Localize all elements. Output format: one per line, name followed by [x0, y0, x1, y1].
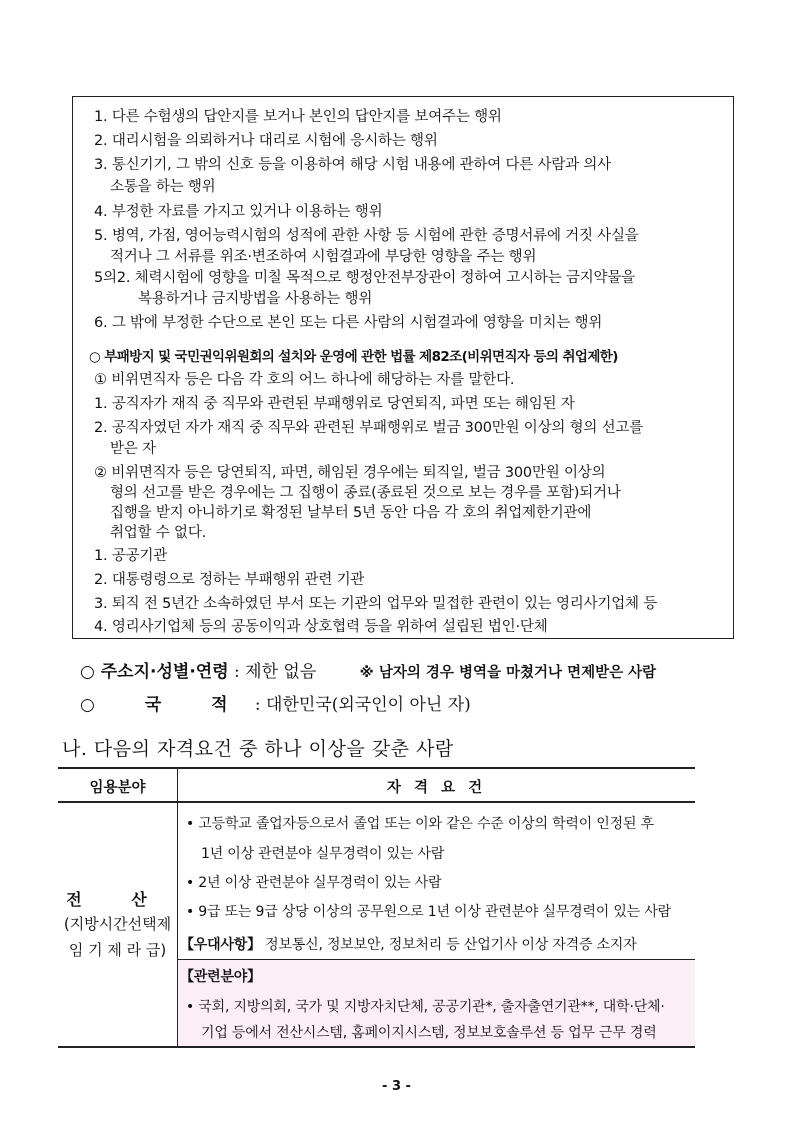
related-field-line-2: 기업 등에서 전산시스템, 홈페이지시스템, 정보보호솔루션 등 업무 근무 경력	[201, 1025, 657, 1041]
box-line-2: 2. 대리시험을 의뢰하거나 대리로 시험에 응시하는 행위	[94, 133, 438, 149]
table-bottom-border	[58, 1046, 695, 1048]
qualification-table	[58, 767, 695, 1047]
military-note: ※ 남자의 경우 병역을 마쳤거나 면제받은 사람	[359, 665, 657, 681]
clause-2d: 취업할 수 없다.	[110, 525, 207, 541]
related-field-label: 【관련분야】	[180, 969, 261, 985]
table-column-divider	[177, 767, 178, 1047]
box-line-3a: 3. 통신기기, 그 밖의 신호 등을 이용하여 해당 시험 내용에 관하여 다른 사람과 의사	[94, 157, 611, 173]
nationality-condition	[80, 690, 471, 715]
box-line-5-2b: 복용하거나 금지방법을 사용하는 행위	[138, 291, 373, 307]
col-header-requirements: 자 격 요 건	[386, 780, 487, 796]
clause-1-item-2b: 받은 자	[110, 441, 156, 457]
law-heading: ○ 부패방지 및 국민권익위원회의 설치와 운영에 관한 법률 제82조(비위면직자 등의 취업제한)	[89, 349, 618, 365]
clause-1: ① 비위면직자 등은 다음 각 호의 어느 하나에 해당하는 자를 말한다.	[94, 372, 515, 388]
preference	[180, 934, 637, 954]
requirement-1b: 1년 이상 관련분야 실무경력이 있는 사람	[201, 846, 445, 862]
clause-2-item-2: 2. 대통령령으로 정하는 부패행위 관련 기관	[94, 572, 365, 588]
field-name: 전 산	[66, 890, 169, 909]
requirement-3: • 9급 또는 9급 상당 이상의 공무원으로 1년 이상 관련분야 실무경력이 있는 사람	[186, 904, 671, 920]
address-label: ○ 주소지·성별·연령	[80, 662, 229, 682]
box-line-3b: 소통을 하는 행위	[110, 179, 216, 195]
requirement-1a: • 고등학교 졸업자등으로서 졸업 또는 이와 같은 수준 이상의 학력이 인정된 후	[186, 816, 654, 832]
box-line-5b: 적거나 그 서류를 위조·변조하여 시험결과에 부당한 영향을 주는 행위	[110, 249, 537, 265]
clause-2-item-1: 1. 공공기관	[94, 548, 168, 564]
clause-1-item-2a: 2. 공직자였던 자가 재직 중 직무와 관련된 부패행위로 벌금 300만원 이상의 형의 선고를	[94, 420, 644, 436]
table-header-border	[58, 801, 695, 803]
related-field-line-1: • 국회, 지방의회, 국가 및 지방자치단체, 공공기관*, 출자출연기관**, 대학·단체·	[186, 999, 665, 1015]
clause-2b: 형의 선고를 받은 경우에는 그 집행이 종료(종료된 것으로 보는 경우를 포함)되거나	[110, 485, 621, 501]
table-top-border	[58, 767, 695, 769]
col-header-field: 임용분야	[89, 780, 146, 796]
nationality-value: : 대한민국(외국인이 아닌 자)	[254, 695, 471, 715]
requirement-2: • 2년 이상 관련분야 실무경력이 있는 사람	[186, 875, 442, 891]
box-line-5a: 5. 병역, 가점, 영어능력시험의 성적에 관한 사항 등 시험에 관한 증명서류에 거짓 사실을	[94, 228, 639, 244]
page-number: - 3 -	[382, 1079, 411, 1094]
legal-text-box	[72, 96, 734, 639]
box-line-5-2a: 5의2. 체력시험에 영향을 미칠 목적으로 행정안전부장관이 정하여 고시하는 금지약물을	[94, 270, 635, 286]
clause-1-item-1: 1. 공직자가 재직 중 직무와 관련된 부패행위로 당연퇴직, 파면 또는 해임된 자	[94, 396, 575, 412]
section-subheading: 나. 다음의 자격요건 중 하나 이상을 갖춘 사람	[62, 738, 454, 760]
address-condition	[80, 657, 656, 682]
field-type-line-2: 임 기 제 라 급)	[68, 941, 167, 959]
box-line-1: 1. 다른 수험생의 답안지를 보거나 본인의 답안지를 보여주는 행위	[94, 109, 502, 125]
clause-2a: ② 비위면직자 등은 당연퇴직, 파면, 해임된 경우에는 퇴직일, 벌금 300만원 이상의	[94, 465, 606, 481]
box-line-4: 4. 부정한 자료를 가지고 있거나 이용하는 행위	[94, 204, 383, 220]
clause-2c: 집행을 받지 아니하기로 확정된 날부터 5년 동안 다음 각 호의 취업제한기관에	[110, 505, 592, 521]
preference-text: 정보통신, 정보보안, 정보처리 등 산업기사 이상 자격증 소지자	[265, 937, 637, 953]
box-line-6: 6. 그 밖에 부정한 수단으로 본인 또는 다른 사람의 시험결과에 영향을 미치는 행위	[94, 315, 603, 331]
nationality-label: ○ 국 적	[80, 695, 250, 715]
related-field-divider	[178, 959, 695, 960]
field-type-line-1: (지방시간선택제	[63, 915, 172, 933]
clause-2-item-3: 3. 퇴직 전 5년간 소속하였던 부서 또는 기관의 업무와 밀접한 관련이 있는 영리사기업체 등	[94, 596, 658, 612]
clause-2-item-4: 4. 영리사기업체 등의 공동이익과 상호협력 등을 위하여 설립된 법인·단체	[94, 619, 548, 635]
address-value: : 제한 없음	[234, 662, 317, 682]
preference-label: 【우대사항】	[180, 937, 261, 953]
